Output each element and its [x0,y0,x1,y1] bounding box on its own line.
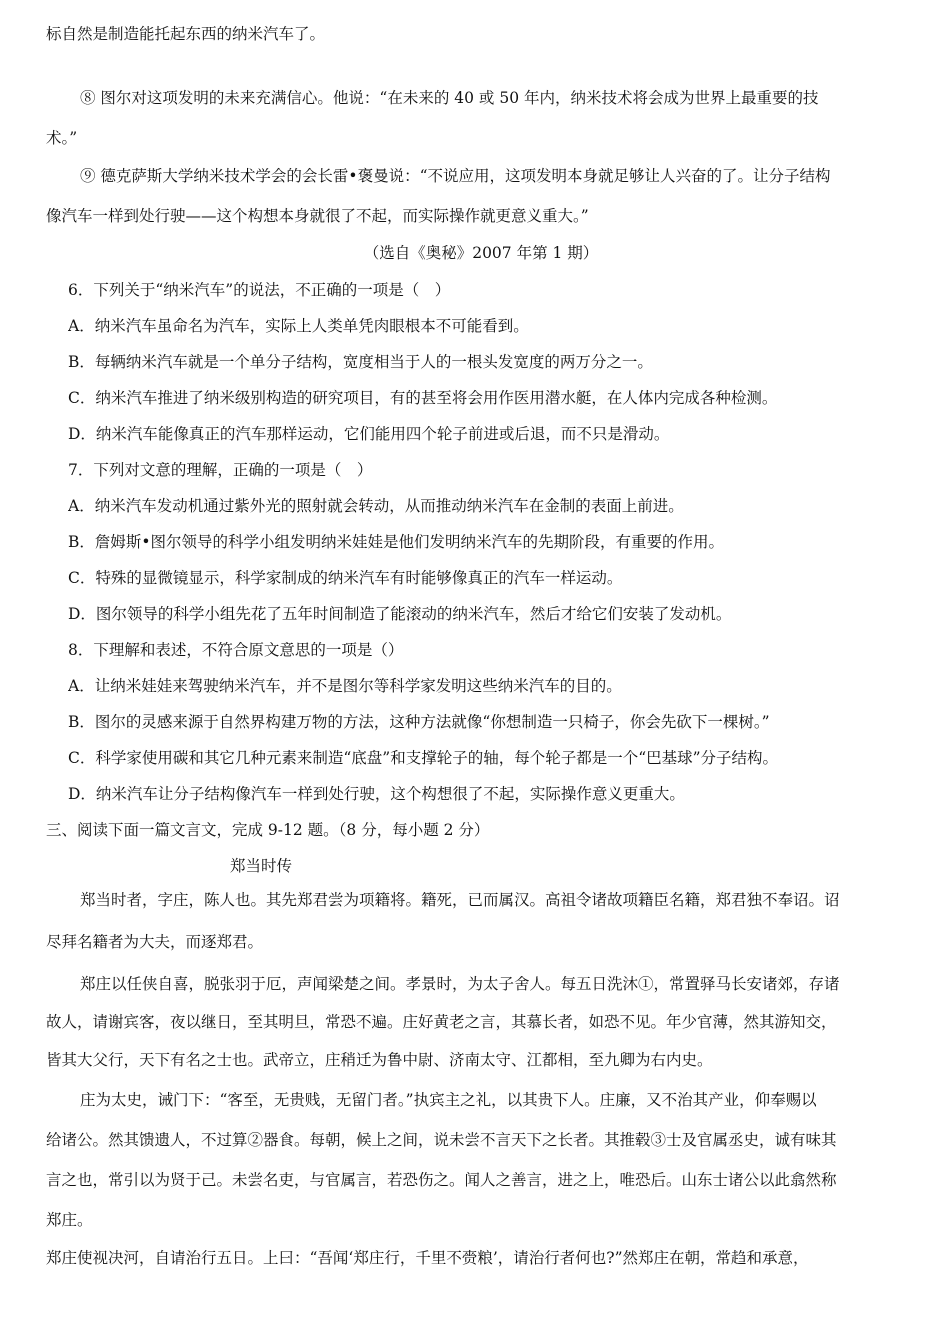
passage-line: 术。” [46,129,78,147]
question-8-option-b: B．图尔的灵感来源于自然界构建万物的方法，这种方法就像“你想制造一只椅子，你会先砍下一棵树。” [68,713,770,731]
classical-line: 给诸公。然其馈遗人，不过算②器食。每朝，候上之间，说未尝不言天下之长者。其推毂③士及官属丞史，诚有味其 [46,1131,837,1149]
question-8-option-a: A．让纳米娃娃来驾驶纳米汽车，并不是图尔等科学家发明这些纳米汽车的目的。 [68,677,622,695]
passage-line: 标自然是制造能托起东西的纳米汽车了。 [46,25,326,43]
question-6-option-d: D．纳米汽车能像真正的汽车那样运动，它们能用四个轮子前进或后退，而不只是滑动。 [68,425,670,443]
passage-paragraph-8: ⑧ 图尔对这项发明的未来充满信心。他说：“在未来的 40 或 50 年内，纳米技术将会成为世界上最重要的技 [80,89,819,107]
question-7-option-c: C．特殊的显微镜显示，科学家制成的纳米汽车有时能够像真正的汽车一样运动。 [68,569,623,587]
question-7-option-d: D．图尔领导的科学小组先花了五年时间制造了能滚动的纳米汽车，然后才给它们安装了发动机。 [68,605,732,623]
classical-line: 故人，请谢宾客，夜以继日，至其明旦，常恐不遍。庄好黄老之言，其慕长者，如恐不见。年少官薄，然其游知交， [46,1013,837,1031]
question-6: 6．下列关于“纳米汽车”的说法，不正确的一项是（ ） [68,281,451,299]
question-6-option-a: A．纳米汽车虽命名为汽车，实际上人类单凭肉眼根本不可能看到。 [68,317,529,335]
question-8-option-d: D．纳米汽车让分子结构像汽车一样到处行驶，这个构想很了不起，实际操作意义更重大。 [68,785,685,803]
question-8: 8．下理解和表述，不符合原文意思的一项是（） [68,641,404,659]
question-7-option-a: A．纳米汽车发动机通过紫外光的照射就会转动，从而推动纳米汽车在金制的表面上前进。 [68,497,684,515]
classical-line: 尽拜名籍者为大夫，而逐郑君。 [46,933,264,951]
classical-paragraph-1: 郑当时者，字庄，陈人也。其先郑君尝为项籍将。籍死，已而属汉。高祖令诸故项籍臣名籍，郑君独不奉诏。诏 [80,891,840,909]
source-citation: （选自《奥秘》2007 年第 1 期） [363,244,599,262]
classical-line: 郑庄。 [46,1211,93,1229]
question-7-option-b: B．詹姆斯•图尔领导的科学小组发明纳米娃娃是他们发明纳米汽车的先期阶段，有重要的作用。 [68,533,725,551]
passage-line: 像汽车一样到处行驶——这个构想本身就很了不起，而实际操作就更意义重大。” [46,207,589,225]
classical-paragraph-2: 郑庄以任侠自喜，脱张羽于厄，声闻梁楚之间。孝景时，为太子舍人。每五日洗沐①，常置驿马长安诸郊，存诸 [80,975,840,993]
question-8-option-c: C．科学家使用碳和其它几种元素来制造“底盘”和支撑轮子的轴，每个轮子都是一个“巴基球”分子结构。 [68,749,779,767]
classical-paragraph-3: 庄为太史，诫门下：“客至，无贵贱，无留门者。”执宾主之礼，以其贵下人。庄廉，又不治其产业，仰奉赐以 [80,1091,817,1109]
question-6-option-b: B．每辆纳米汽车就是一个单分子结构，宽度相当于人的一根头发宽度的两万分之一。 [68,353,653,371]
question-7: 7．下列对文意的理解，正确的一项是（ ） [68,461,373,479]
classical-line: 言之也，常引以为贤于己。未尝名吏，与官属言，若恐伤之。闻人之善言，进之上，唯恐后。山东士诸公以此翕然称 [46,1171,837,1189]
classical-text-title: 郑当时传 [230,857,293,875]
classical-paragraph-4: 郑庄使视决河，自请治行五日。上曰：“吾闻‘郑庄行，千里不赍粮’，请治行者何也?”然郑庄在朝，常趋和承意， [46,1249,809,1267]
classical-line: 皆其大父行，天下有名之士也。武帝立，庄稍迁为鲁中尉、济南太守、江都相，至九卿为右内史。 [46,1051,713,1069]
passage-paragraph-9: ⑨ 德克萨斯大学纳米技术学会的会长雷•褒曼说：“不说应用，这项发明本身就足够让人兴奋的了。让分子结构 [80,167,831,185]
question-6-option-c: C．纳米汽车推进了纳米级别构造的研究项目，有的甚至将会用作医用潜水艇，在人体内完成各种检测。 [68,389,778,407]
section-3-heading: 三、阅读下面一篇文言文，完成 9-12 题。（8 分，每小题 2 分） [46,821,490,839]
